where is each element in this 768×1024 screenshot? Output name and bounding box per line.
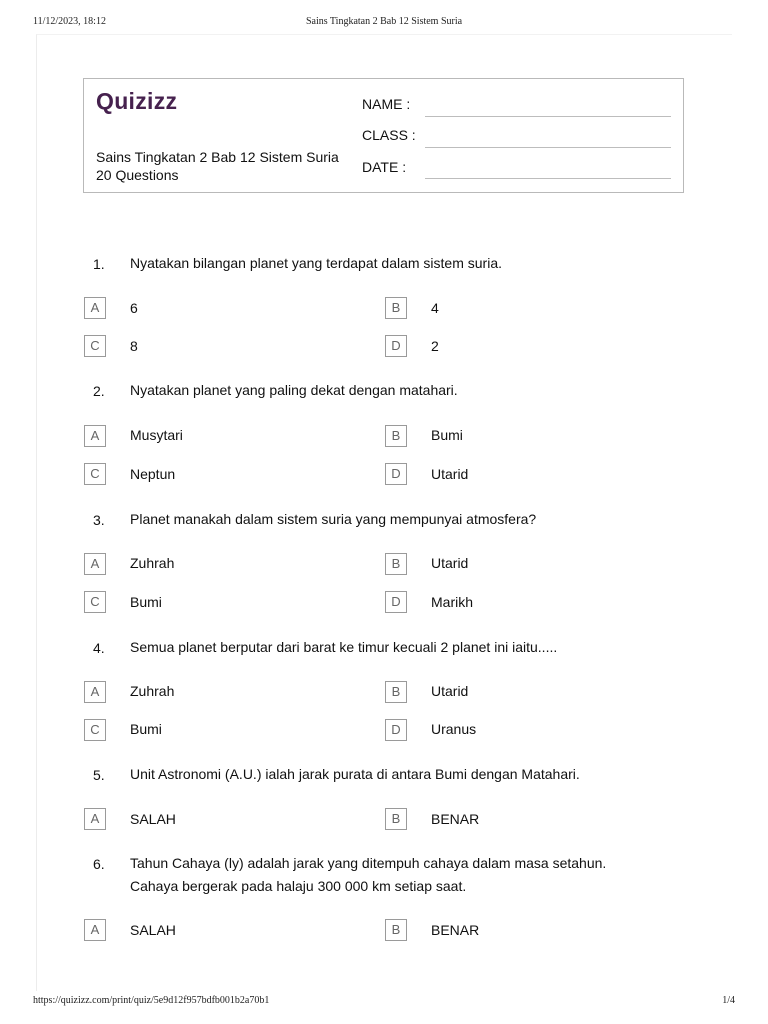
option-c-text: Bumi (130, 721, 162, 737)
option-a-box[interactable]: A (84, 681, 106, 703)
option-b-box[interactable]: B (385, 681, 407, 703)
question-number: 2. (93, 383, 105, 399)
option-b-text: BENAR (431, 922, 480, 938)
option-b-text: BENAR (431, 811, 480, 827)
option-a-box[interactable]: A (84, 553, 106, 575)
option-b-box[interactable]: B (385, 425, 407, 447)
quizizz-logo: Quizizz (96, 88, 178, 114)
question-text: Planet manakah dalam sistem suria yang mempunyai atmosfera? (130, 511, 537, 527)
option-b-text: Utarid (431, 555, 469, 571)
option-a-box[interactable]: A (84, 919, 106, 941)
question-text-line-1: Tahun Cahaya (ly) adalah jarak yang ditempuh cahaya dalam masa setahun. (130, 855, 607, 871)
option-d-box[interactable]: D (385, 335, 407, 357)
question-text: Unit Astronomi (A.U.) ialah jarak purata di antara Bumi dengan Matahari. (130, 766, 580, 782)
print-timestamp: 11/12/2023, 18:12 (33, 16, 106, 27)
print-header (33, 16, 735, 30)
print-doc-title: Sains Tingkatan 2 Bab 12 Sistem Suria (305, 16, 463, 27)
option-d-box[interactable]: D (385, 463, 407, 485)
option-d-text: Marikh (431, 594, 474, 610)
option-b-box[interactable]: B (385, 553, 407, 575)
option-b-text: Bumi (431, 427, 463, 443)
option-c-box[interactable]: C (84, 463, 106, 485)
question-number: 3. (93, 512, 105, 528)
option-c-box[interactable]: C (84, 591, 106, 613)
question-text-line-2: Cahaya bergerak pada halaju 300 000 km setiap saat. (130, 878, 467, 894)
print-url: https://quizizz.com/print/quiz/5e9d12f957bdfb001b2a70b1 (33, 995, 270, 1006)
name-field[interactable] (425, 116, 671, 117)
class-label: CLASS : (362, 127, 416, 143)
option-a-box[interactable]: A (84, 297, 106, 319)
print-footer (33, 995, 735, 1007)
question-number: 4. (93, 640, 105, 656)
option-c-text: Neptun (130, 466, 176, 482)
option-c-text: Bumi (130, 594, 162, 610)
question-text: Semua planet berputar dari barat ke timur kecuali 2 planet ini iaitu..... (130, 639, 558, 655)
quiz-title: Sains Tingkatan 2 Bab 12 Sistem Suria (96, 149, 339, 165)
option-b-box[interactable]: B (385, 919, 407, 941)
question-text: Nyatakan bilangan planet yang terdapat dalam sistem suria. (130, 255, 502, 271)
date-field[interactable] (425, 178, 671, 179)
date-label: DATE : (362, 159, 407, 175)
option-d-text: Uranus (431, 721, 477, 737)
option-a-text: SALAH (130, 811, 176, 827)
option-b-text: Utarid (431, 683, 469, 699)
option-c-box[interactable]: C (84, 719, 106, 741)
option-a-text: Musytari (130, 427, 183, 443)
option-d-text: 2 (431, 338, 439, 354)
question-number: 5. (93, 767, 105, 783)
option-a-text: 6 (130, 300, 138, 316)
name-label: NAME : (362, 96, 411, 112)
option-d-box[interactable]: D (385, 591, 407, 613)
option-c-box[interactable]: C (84, 335, 106, 357)
class-field[interactable] (425, 147, 671, 148)
option-b-text: 4 (431, 300, 439, 316)
option-c-text: 8 (130, 338, 138, 354)
option-b-box[interactable]: B (385, 297, 407, 319)
page-number: 1/4 (722, 995, 735, 1006)
option-a-box[interactable]: A (84, 425, 106, 447)
option-b-box[interactable]: B (385, 808, 407, 830)
option-a-text: Zuhrah (130, 555, 175, 571)
option-d-box[interactable]: D (385, 719, 407, 741)
option-a-text: Zuhrah (130, 683, 175, 699)
option-a-text: SALAH (130, 922, 176, 938)
question-count: 20 Questions (96, 167, 179, 183)
option-a-box[interactable]: A (84, 808, 106, 830)
quiz-header-box (83, 78, 684, 193)
question-number: 1. (93, 256, 105, 272)
option-d-text: Utarid (431, 466, 469, 482)
question-text: Nyatakan planet yang paling dekat dengan matahari. (130, 382, 458, 398)
question-number: 6. (93, 856, 105, 872)
